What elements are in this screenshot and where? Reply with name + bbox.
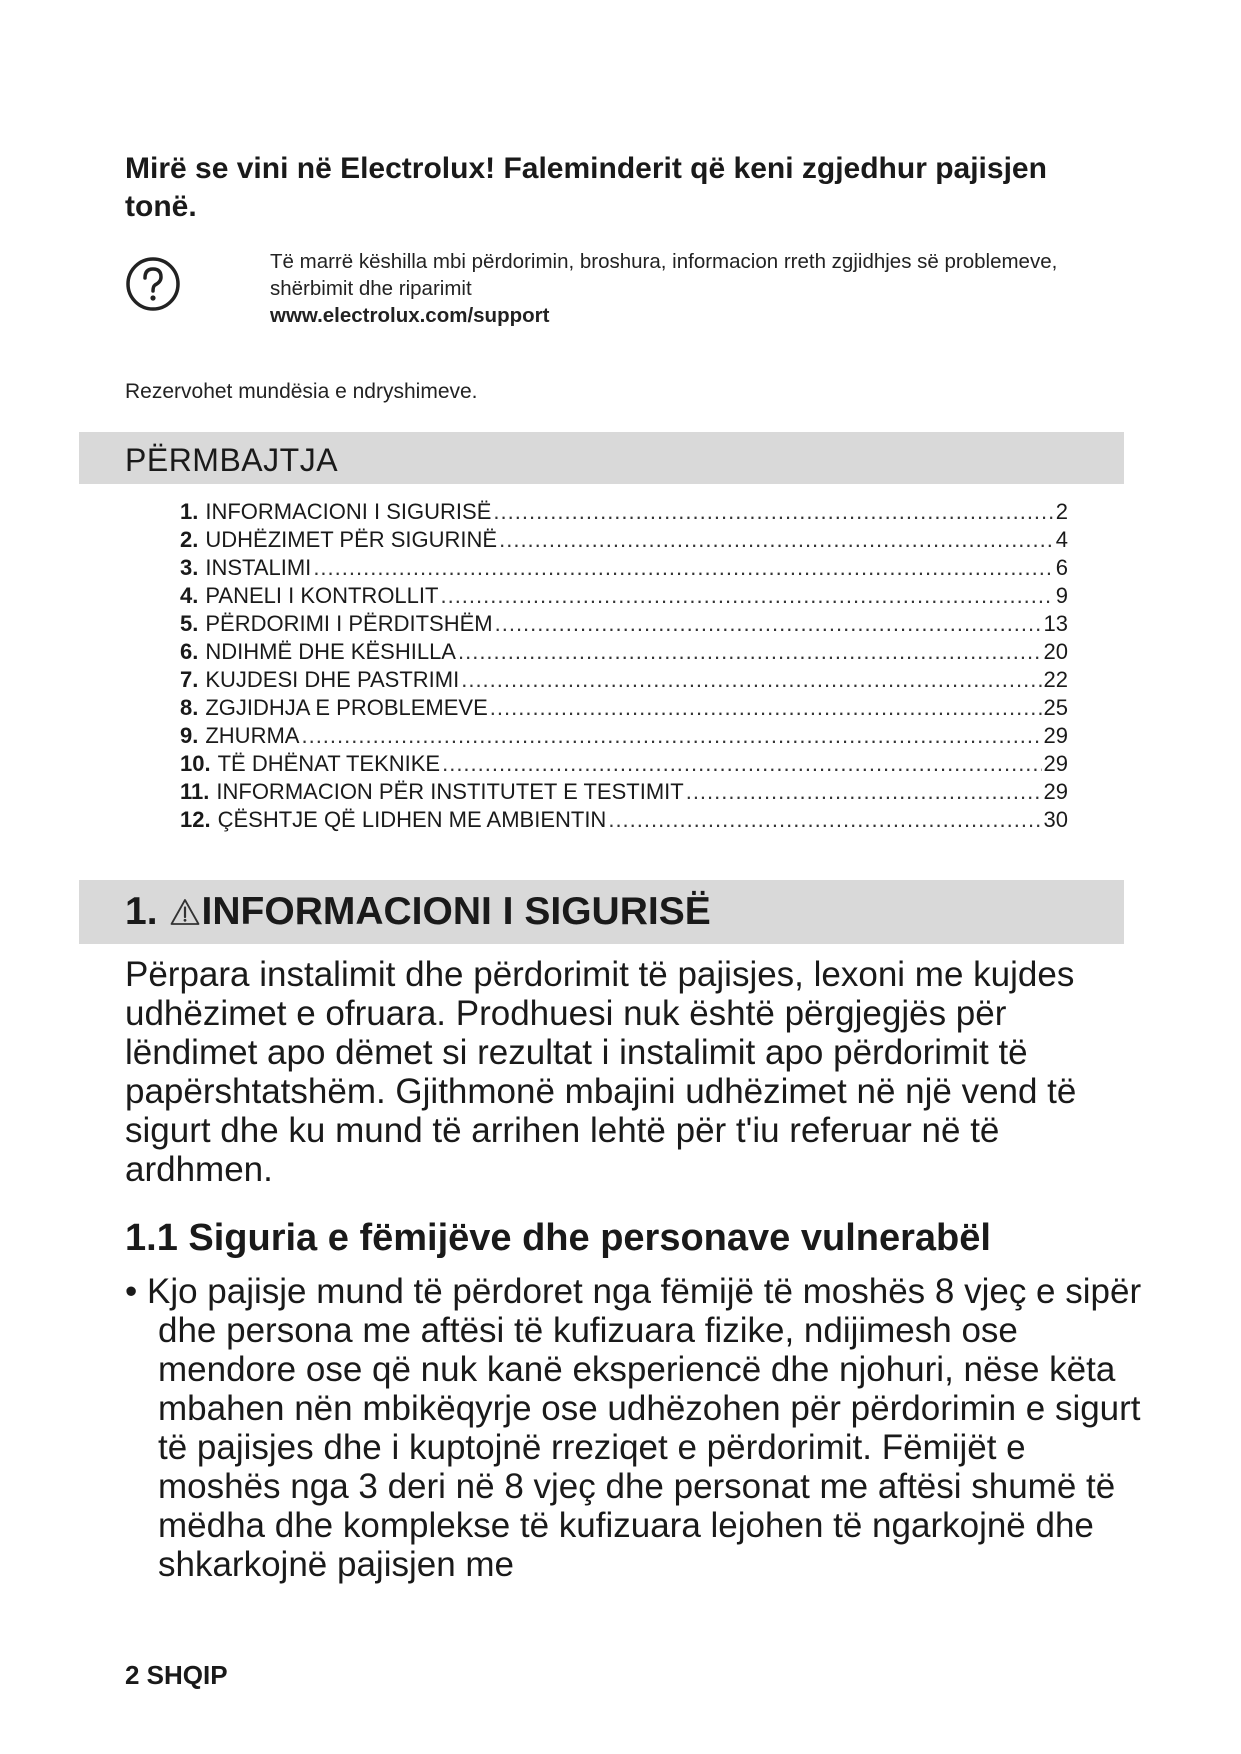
support-text: Të marrë këshilla mbi përdorimin, broshura, informacion rreth zgjidhjes së problemeve, shërbimit dhe riparimit	[270, 250, 1058, 300]
toc-leader	[608, 806, 1041, 834]
support-info	[270, 248, 1070, 329]
toc-item-number: 5.	[180, 611, 199, 636]
toc-item[interactable]	[180, 498, 1068, 526]
toc-item-page: 25	[1043, 695, 1068, 720]
toc-item-page: 22	[1043, 667, 1068, 692]
welcome-heading: Mirë se vini në Electrolux! Faleminderit që keni zgjedhur pajisjen tonë.	[125, 152, 1047, 223]
table-of-contents	[180, 498, 1068, 834]
section-number: 1.	[125, 890, 158, 933]
toc-item[interactable]	[180, 722, 1068, 750]
section-title	[125, 890, 711, 934]
toc-item-number: 11.	[180, 779, 210, 804]
toc-item-title: UDHËZIMET PËR SIGURINË	[205, 527, 498, 552]
toc-item[interactable]	[180, 554, 1068, 582]
toc-item-page: 29	[1043, 723, 1068, 748]
toc-item[interactable]	[180, 750, 1068, 778]
warning-icon	[170, 898, 200, 926]
toc-leader	[499, 526, 1054, 554]
toc-item[interactable]	[180, 694, 1068, 722]
toc-item-title: INFORMACION PËR INSTITUTET E TESTIMIT	[216, 779, 684, 804]
subsection-heading: 1.1 Siguria e fëmijëve dhe personave vulnerabël	[125, 1217, 991, 1259]
toc-item-page: 29	[1043, 779, 1068, 804]
support-link[interactable]: www.electrolux.com/support	[270, 304, 550, 327]
toc-leader	[461, 666, 1041, 694]
toc-item-title: PËRDORIMI I PËRDITSHËM	[205, 611, 493, 636]
toc-item[interactable]	[180, 666, 1068, 694]
toc-item-title: KUJDESI DHE PASTRIMI	[205, 667, 460, 692]
toc-leader	[490, 694, 1042, 722]
toc-item-number: 12.	[180, 807, 211, 832]
toc-item[interactable]	[180, 610, 1068, 638]
toc-item-title: INSTALIMI	[205, 555, 312, 580]
toc-leader	[686, 778, 1042, 806]
toc-leader	[313, 554, 1053, 582]
toc-heading: PËRMBAJTJA	[125, 442, 339, 478]
toc-item-title: ZGJIDHJA E PROBLEMEVE	[205, 695, 488, 720]
toc-item-title: TË DHËNAT TEKNIKE	[217, 751, 441, 776]
toc-item-number: 8.	[180, 695, 199, 720]
toc-item-number: 1.	[180, 499, 199, 524]
toc-leader	[442, 750, 1041, 778]
toc-item-page: 2	[1055, 499, 1068, 524]
bullet-paragraph: • Kjo pajisje mund të përdoret nga fëmijë të moshës 8 vjeç e sipër dhe persona me aftësi të kufizuara fizike, ndijimesh ose mendore ose që nuk kanë eksperiencë dhe njohuri, nëse këta mbahen nën mbikëqyrje ose udhëzohen për përdorimin e sigurt të pajisjes dhe i kuptojnë rreziqet e përdorimit. Fëmijët e moshës nga 3 deri në 8 vjeç dhe personat me aftësi shumë të mëdha dhe komplekse të kufizuara lejohen të ngarkojnë dhe shkarkojnë pajisjen me	[125, 1272, 1142, 1584]
toc-item-number: 3.	[180, 555, 199, 580]
toc-item-number: 10.	[180, 751, 211, 776]
toc-item-page: 9	[1055, 583, 1068, 608]
toc-item[interactable]	[180, 582, 1068, 610]
toc-header-band	[79, 432, 1124, 484]
section-intro: Përpara instalimit dhe përdorimit të pajisjes, lexoni me kujdes udhëzimet e ofruara. Prodhuesi nuk është përgjegjës për lëndimet apo dëmet si rezultat i instalimit apo përdorimit të papërshtatshëm. Gjithmonë mbajini udhëzimet në një vend të sigurt dhe ku mund të arrihen lehtë për t'iu referuar në të ardhmen.	[125, 955, 1077, 1189]
toc-item[interactable]	[180, 638, 1068, 666]
toc-item[interactable]	[180, 778, 1068, 806]
toc-item-title: ZHURMA	[205, 723, 300, 748]
toc-leader	[301, 722, 1041, 750]
toc-item-page: 4	[1055, 527, 1068, 552]
reserved-notice: Rezervohet mundësia e ndryshimeve.	[125, 380, 478, 403]
toc-leader	[440, 582, 1053, 610]
toc-item-number: 4.	[180, 583, 199, 608]
question-icon	[125, 256, 181, 312]
toc-item-title: ÇËSHTJE QË LIDHEN ME AMBIENTIN	[217, 807, 607, 832]
toc-item[interactable]	[180, 806, 1068, 834]
page-footer: 2 SHQIP	[125, 1660, 228, 1690]
toc-item-number: 6.	[180, 639, 199, 664]
toc-item-title: NDIHMË DHE KËSHILLA	[205, 639, 456, 664]
section-header-band	[79, 880, 1124, 944]
toc-item-page: 13	[1043, 611, 1068, 636]
toc-item-number: 7.	[180, 667, 199, 692]
toc-item-title: PANELI I KONTROLLIT	[205, 583, 439, 608]
section-title-text: INFORMACIONI I SIGURISË	[201, 890, 711, 933]
toc-leader	[493, 498, 1053, 526]
toc-item-page: 30	[1043, 807, 1068, 832]
toc-item-page: 29	[1043, 751, 1068, 776]
toc-item-number: 2.	[180, 527, 199, 552]
toc-item-title: INFORMACIONI I SIGURISË	[205, 499, 492, 524]
toc-item-number: 9.	[180, 723, 199, 748]
toc-leader	[495, 610, 1042, 638]
toc-item[interactable]	[180, 526, 1068, 554]
toc-item-page: 20	[1043, 639, 1068, 664]
toc-leader	[458, 638, 1042, 666]
toc-item-page: 6	[1055, 555, 1068, 580]
